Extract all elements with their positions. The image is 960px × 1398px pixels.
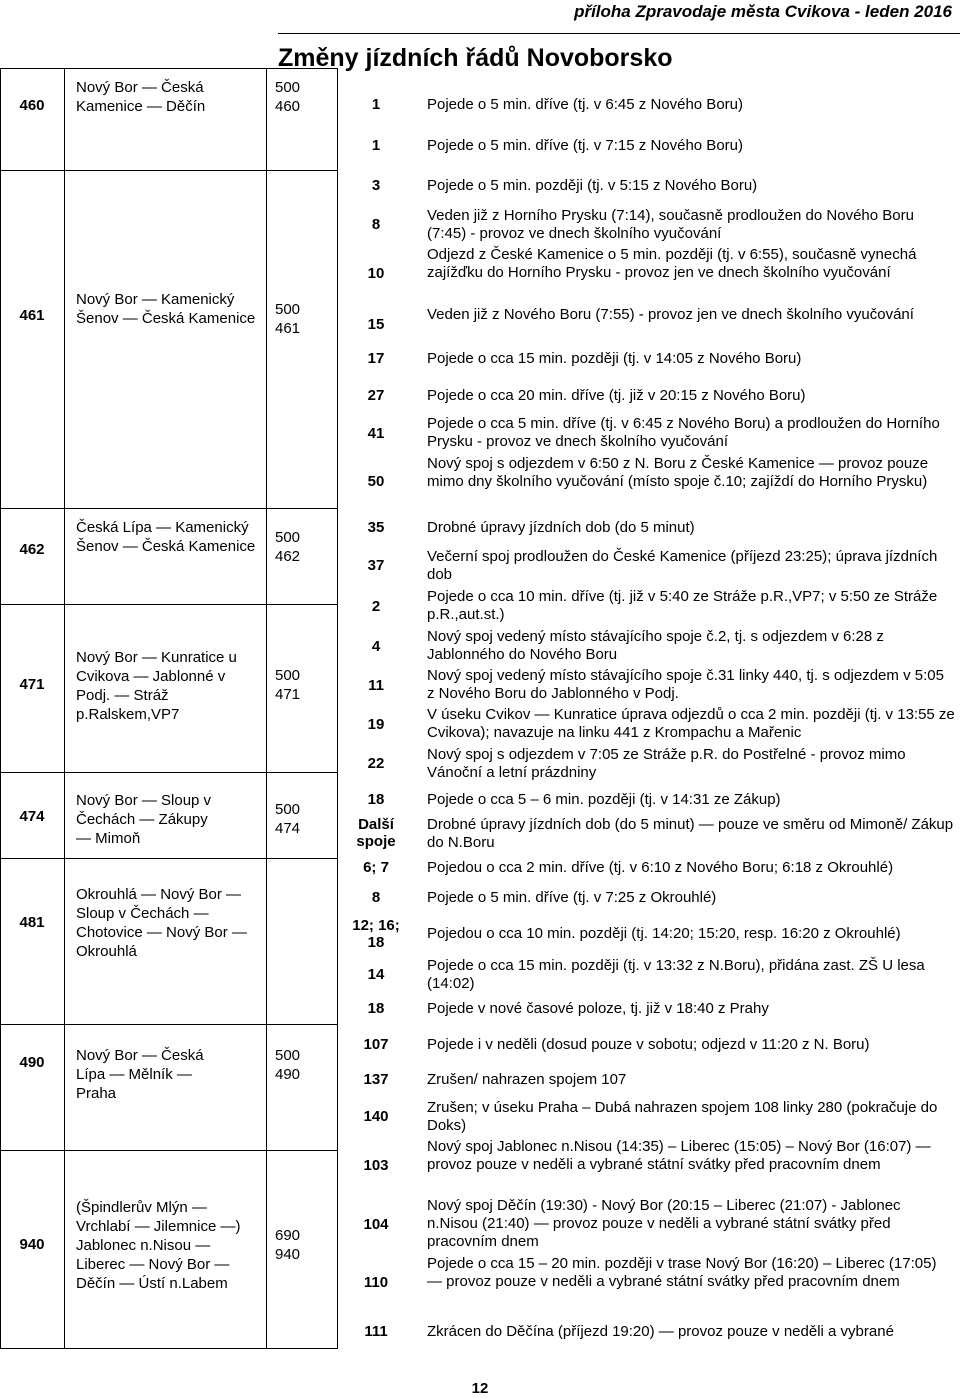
connection-number: 140 <box>363 1108 389 1125</box>
page-number: 12 <box>471 1380 489 1397</box>
route-code: 500 474 <box>275 801 301 837</box>
change-note: Nový spoj Děčín (19:30) - Nový Bor (20:15 – Liberec (21:07) - Jablonec n.Nisou (21:40) — provoz pouze v neděli a vybrané státní svátky před pracovním dnem <box>427 1197 901 1250</box>
change-note: Veden již z Nového Boru (7:55) - provoz jen ve dnech školního vyučování <box>427 306 914 323</box>
change-note: Pojede o 5 min. dříve (tj. v 7:15 z Nového Boru) <box>427 137 743 154</box>
change-note: Odjezd z České Kamenice o 5 min. později (tj. v 6:55), současně vynechá zajížďku do Horního Prysku - provoz jen ve dnech školního vyučování <box>427 246 917 281</box>
connection-number: 6; 7 <box>363 859 389 876</box>
route-name: Česká Lípa — Kamenický Šenov — Česká Kamenice <box>76 519 256 555</box>
route-name: Nový Bor — Česká Lípa — Mělník — Praha <box>76 1047 204 1102</box>
change-note: V úseku Cvikov — Kunratice úprava odjezdů o cca 2 min. později (tj. v 13:55 ze Cvikova); navazuje na linku 441 z Krompachu a Mařenic <box>427 706 955 741</box>
change-note: Nový spoj Jablonec n.Nisou (14:35) – Liberec (15:05) – Nový Bor (16:07) — provoz pouze v neděli a vybrané státní svátky před pracovním dnem <box>427 1138 931 1173</box>
change-note: Pojede o 5 min. později (tj. v 5:15 z Nového Boru) <box>427 177 758 194</box>
connection-number: 17 <box>367 350 385 367</box>
connection-number: 15 <box>367 316 385 333</box>
change-note: Večerní spoj prodloužen do České Kamenice (příjezd 23:25); úprava jízdních dob <box>427 548 938 583</box>
route-line-number: 460 <box>19 97 45 114</box>
route-line-number: 490 <box>19 1054 45 1071</box>
connection-number: 103 <box>363 1157 389 1174</box>
header-separator <box>278 33 960 34</box>
connection-number: 2 <box>371 598 381 615</box>
route-name: Nový Bor — Česká Kamenice — Děčín <box>76 79 206 115</box>
route-line-number: 474 <box>19 808 45 825</box>
page-title: Změny jízdních řádů Novoborsko <box>278 44 673 72</box>
route-code: 690 940 <box>275 1227 301 1263</box>
connection-number: 1 <box>371 96 381 113</box>
connection-number: 110 <box>363 1274 389 1291</box>
change-note: Nový spoj vedený místo stávajícího spoje č.31 linky 440, tj. s odjezdem v 5:05 z Nového Boru do Jablonného v Podj. <box>427 667 944 702</box>
change-note: Pojede o cca 5 min. dříve (tj. v 6:45 z Nového Boru) a prodloužen do Horního Prysku - provoz ve dnech školního vyučování <box>427 415 940 450</box>
change-note: Pojede v nové časové poloze, tj. již v 18:40 z Prahy <box>427 1000 769 1017</box>
connection-number: 14 <box>367 966 385 983</box>
connection-number: 27 <box>367 387 385 404</box>
connection-number: 107 <box>363 1036 389 1053</box>
connection-number: 11 <box>368 677 384 694</box>
route-name: Nový Bor — Sloup v Čechách — Zákupy — Mimoň <box>76 792 212 847</box>
connection-number: 111 <box>364 1323 388 1340</box>
connection-number: 12; 16; 18 <box>352 917 400 951</box>
connection-number: 37 <box>367 557 385 574</box>
route-code: 500 462 <box>275 529 301 565</box>
change-note: Pojede o cca 5 – 6 min. později (tj. v 14:31 ze Zákup) <box>427 791 781 808</box>
connection-number: 8 <box>371 889 381 906</box>
connection-number: 18 <box>367 1000 385 1017</box>
change-note: Zkrácen do Děčína (příjezd 19:20) — provoz pouze v neděli a vybrané <box>427 1323 894 1340</box>
change-note: Drobné úpravy jízdních dob (do 5 minut) — pouze ve směru od Mimoně/ Zákup do N.Boru <box>427 816 954 851</box>
connection-number: 18 <box>367 791 385 808</box>
change-note: Pojede o cca 15 min. později (tj. v 13:32 z N.Boru), přidána zast. ZŠ U lesa (14:02) <box>427 957 925 992</box>
connection-number: 10 <box>367 265 385 282</box>
change-note: Zrušen; v úseku Praha – Dubá nahrazen spojem 108 linky 280 (pokračuje do Doks) <box>427 1099 938 1134</box>
page-header-supplement: příloha Zpravodaje města Cvikova - leden 2016 <box>574 2 952 21</box>
change-note: Nový spoj s odjezdem v 6:50 z N. Boru z České Kamenice — provoz pouze mimo dny školního vyučování (místo spoje č.10; zajíždí do Horního Prysku) <box>427 455 929 490</box>
route-code: 500 490 <box>275 1047 301 1083</box>
change-note: Zrušen/ nahrazen spojem 107 <box>427 1071 627 1088</box>
connection-number: 3 <box>371 177 381 194</box>
connection-number: 22 <box>367 755 385 772</box>
connection-number: 19 <box>367 716 385 733</box>
change-note: Nový spoj vedený místo stávajícího spoje č.2, tj. s odjezdem v 6:28 z Jablonného do Nového Boru <box>427 628 884 663</box>
change-note: Nový spoj s odjezdem v 7:05 ze Stráže p.R. do Postřelné - provoz mimo Vánoční a letní prázdniny <box>427 746 906 781</box>
connection-number: 8 <box>371 216 381 233</box>
change-note: Pojede o cca 15 min. později (tj. v 14:05 z Nového Boru) <box>427 350 802 367</box>
route-line-number: 481 <box>19 914 45 931</box>
connection-number: 104 <box>363 1216 389 1233</box>
connection-number: 50 <box>367 473 385 490</box>
route-line-number: 940 <box>19 1236 45 1253</box>
connection-number: 4 <box>371 638 381 655</box>
change-note: Pojede o 5 min. dříve (tj. v 6:45 z Nového Boru) <box>427 96 743 113</box>
connection-number: 137 <box>363 1071 389 1088</box>
change-note: Pojede i v neděli (dosud pouze v sobotu; odjezd v 11:20 z N. Boru) <box>427 1036 870 1053</box>
route-line-number: 471 <box>19 676 45 693</box>
route-code: 500 471 <box>275 667 301 703</box>
route-code: 500 461 <box>275 301 301 337</box>
route-name: Okrouhlá — Nový Bor — Sloup v Čechách — Chotovice — Nový Bor — Okrouhlá <box>76 886 247 960</box>
route-name: (Špindlerův Mlýn — Vrchlabí — Jilemnice —) Jablonec n.Nisou — Liberec — Nový Bor — Děčín — Ústí n.Labem <box>76 1199 241 1292</box>
connection-number: 41 <box>367 425 385 442</box>
route-name: Nový Bor — Kamenický Šenov — Česká Kamenice <box>76 291 256 327</box>
connection-number: 35 <box>367 519 385 536</box>
change-note: Pojede o cca 10 min. dříve (tj. již v 5:40 ze Stráže p.R.,VP7; v 5:50 ze Stráže p.R.,aut.st.) <box>427 588 938 623</box>
route-name: Nový Bor — Kunratice u Cvikova — Jablonné v Podj. — Stráž p.Ralskem,VP7 <box>76 649 237 723</box>
route-line-number: 461 <box>19 307 45 324</box>
route-code: 500 460 <box>275 79 301 115</box>
change-note: Pojedou o cca 2 min. dříve (tj. v 6:10 z Nového Boru; 6:18 z Okrouhlé) <box>427 859 894 876</box>
change-note: Pojede o cca 20 min. dříve (tj. již v 20:15 z Nového Boru) <box>427 387 806 404</box>
route-line-number: 462 <box>19 541 45 558</box>
change-note: Drobné úpravy jízdních dob (do 5 minut) <box>427 519 695 536</box>
connection-number: 1 <box>371 137 381 154</box>
change-note: Pojede o cca 15 – 20 min. později v trase Nový Bor (16:20) – Liberec (17:05) — provoz pouze v neděli a vybrané státní svátky před pracovním dnem <box>427 1255 937 1290</box>
change-note: Veden již z Horního Prysku (7:14), současně prodloužen do Nového Boru (7:45) - provoz ve dnech školního vyučování <box>427 207 914 242</box>
connection-number: Další spoje <box>356 816 396 850</box>
change-note: Pojedou o cca 10 min. později (tj. 14:20; 15:20, resp. 16:20 z Okrouhlé) <box>427 925 901 942</box>
change-note: Pojede o 5 min. dříve (tj. v 7:25 z Okrouhlé) <box>427 889 717 906</box>
